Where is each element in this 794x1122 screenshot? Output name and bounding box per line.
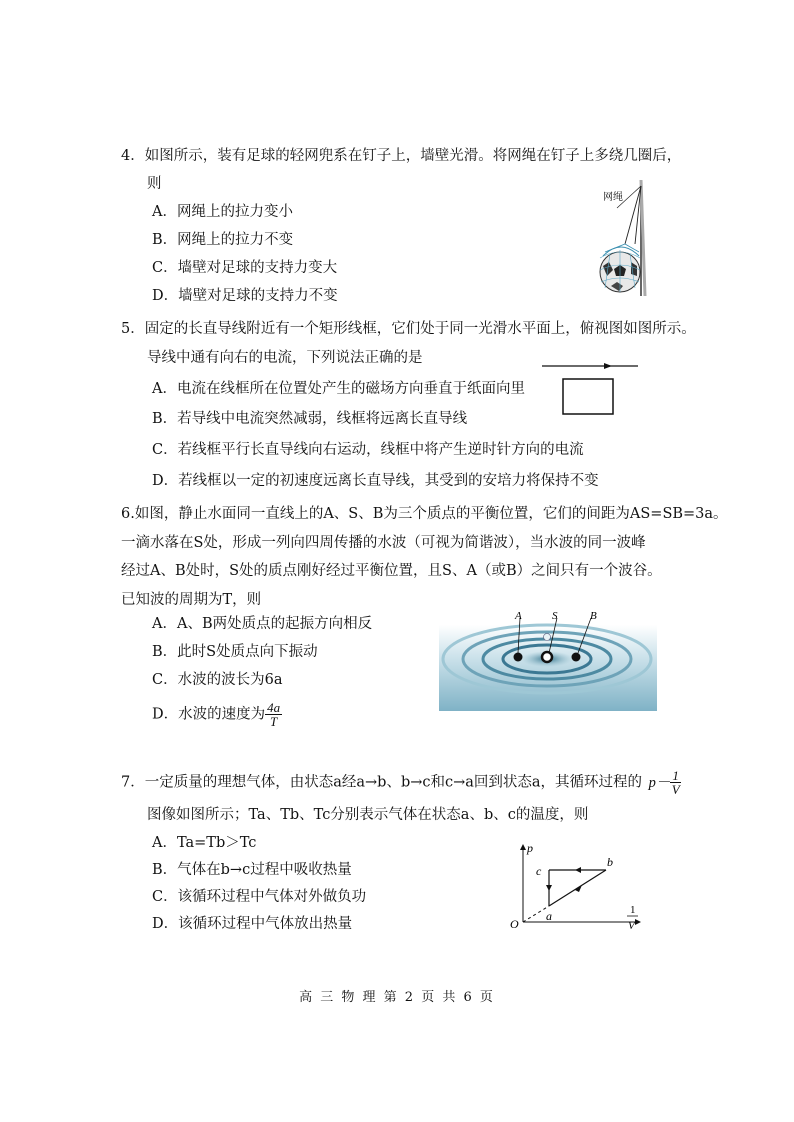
q6-option-b: B．此时S处质点向下振动 [152,644,318,660]
q4-stem-line2: 则 [147,176,162,192]
q7-option-d: D．该循环过程中气体放出热量 [152,916,353,932]
q6-option-d-fraction [265,701,282,728]
q5-option-c: C．若线框平行长直导线向右运动，线框中将产生逆时针方向的电流 [152,442,584,458]
q7-graph-y-axis-label: p [527,842,533,855]
q4-option-d: D．墙壁对足球的支持力不变 [152,288,338,304]
q5-stem-line2: 导线中通有向右的电流，下列说法正确的是 [147,350,423,366]
q7-stem-fraction [670,769,681,796]
q6-frac-num: 4a [267,700,281,715]
q5-stem-line1: 5．固定的长直导线附近有一个矩形线框，它们处于同一光滑水平面上，俯视图如图所示。 [121,321,696,337]
q5-option-a: A．电流在线框所在位置处产生的磁场方向垂直于纸面向里 [152,381,525,397]
q6-fig-label-b: B [590,610,597,622]
q7-graph-origin-label: O [510,917,519,931]
page-footer: 高 三 物 理 第 2 页 共 6 页 [299,990,495,1005]
q4-option-b: B．网绳上的拉力不变 [152,232,294,248]
q7-option-c: C．该循环过程中气体对外做负功 [152,889,367,905]
q4-stem-line1: 4．如图所示，装有足球的轻网兜系在钉子上，墙壁光滑。将网绳在钉子上多绕几圈后， [121,148,682,164]
q7-option-b: B．气体在b→c过程中吸收热量 [152,862,352,878]
q6-option-d [152,701,282,728]
q5-option-b: B．若导线中电流突然减弱，线框将远离长直导线 [152,411,468,427]
q5-wire-loop-figure [540,358,640,418]
q7-p-label: p－ [648,774,671,791]
q6-stem-line4: 已知波的周期为T，则 [121,592,262,608]
q4-soccer-net-figure [593,178,653,298]
q6-stem-line1: 6.如图，静止水面同一直线上的A、S、B为三个质点的平衡位置，它们的间距为AS=SB=3a。 [121,506,728,522]
q4-net-rope-label: 网绳 [603,192,623,203]
q4-option-a: A．网绳上的拉力变小 [152,204,293,220]
q6-fig-label-a: A [515,610,522,622]
q6-stem-line2: 一滴水落在S处，形成一列向四周传播的水波（可视为简谐波），当水波的同一波峰 [121,535,646,551]
q7-option-a: A．Ta=Tb＞Tc [152,835,257,851]
q7-stem-line1-text: 7．一定质量的理想气体，由状态a经a→b、b→c和c→a回到状态a，其循环过程的 [121,774,643,791]
q6-frac-den: T [270,714,278,729]
q6-option-a: A．A、B两处质点的起振方向相反 [152,616,373,632]
q7-graph-x-axis-num: 1 [630,904,636,916]
q7-stem-frac-den: V [671,782,680,797]
q6-option-c: C．水波的波长为6a [152,672,283,688]
q7-graph-point-a: a [546,909,552,923]
q7-graph-x-axis-den: V [628,920,635,932]
q6-stem-line3: 经过A、B处时，S处的质点刚好经过平衡位置，且S、A（或B）之间只有一个波谷。 [121,563,662,579]
q4-option-c: C．墙壁对足球的支持力变大 [152,260,338,276]
q7-graph-point-c: c [536,864,542,878]
q7-stem-frac-num: 1 [672,768,679,783]
q6-fig-label-s: S [552,610,558,622]
q7-stem-line1 [121,769,681,796]
q7-graph-point-b: b [607,855,613,869]
q6-water-ripple-figure [439,607,657,711]
q7-p-inverse-v-graph [505,842,645,934]
q5-option-d: D．若线框以一定的初速度远离长直导线，其受到的安培力将保持不变 [152,473,599,489]
q6-option-d-text: D．水波的速度为 [152,706,266,723]
q7-stem-line2: 图像如图所示；Ta、Tb、Tc分别表示气体在状态a、b、c的温度，则 [147,807,589,823]
